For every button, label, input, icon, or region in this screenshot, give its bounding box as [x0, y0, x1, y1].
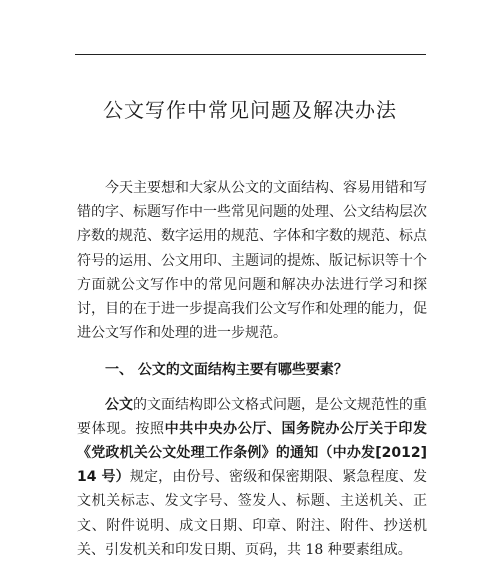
- document-title: 公文写作中常见问题及解决办法: [103, 98, 397, 122]
- section-1-regulation-reference: 中共中央办公厅、国务院办公厅关于印发《党政机关公文处理工作条例》的通知（中办发[2012]14 号）: [77, 420, 428, 486]
- section-1-lead-term: 公文: [105, 396, 133, 413]
- section-1-paragraph: [77, 393, 427, 562]
- document-body: [77, 176, 427, 562]
- header-rule: [75, 54, 426, 55]
- section-1-text-b: 规定，由份号、密级和保密期限、紧急程度、发文机关标志、发文字号、签发人、标题、主送机关、正文、附件说明、成文日期、印章、附注、附件、抄送机关、引发机关和印发日期、页码，共 18 种要素组成。: [77, 469, 428, 558]
- section-1-text-a: 的文面结构即公文格式问题，是公文规范性的重要体现。按照: [77, 396, 427, 437]
- section-heading-1: 一、 公文的文面结构主要有哪些要素？: [105, 362, 348, 379]
- intro-paragraph: 今天主要想和大家从公文的文面结构、容易用错和写错的字、标题写作中一些常见问题的处理、公文结构层次序数的规范、数字运用的规范、字体和字数的规范、标点符号的运用、公文用印、主题词的提炼、版记标识等十个方面就公文写作中的常见问题和解决办法进行学习和探讨，目的在于进一步提高我们公文写作和处理的能力，促进公文写作和处理的进一步规范。: [77, 180, 427, 342]
